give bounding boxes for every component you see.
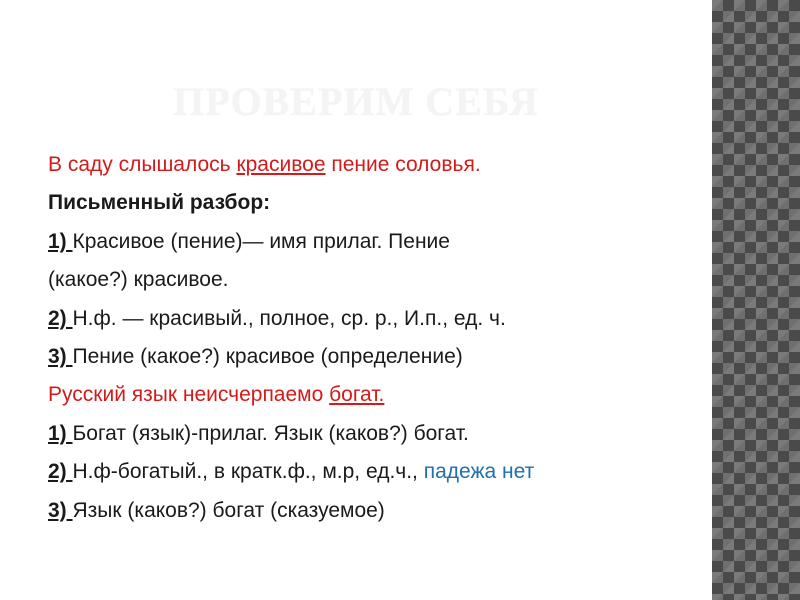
step-text: Н.ф-богатый., в кратк.ф., м.р, ед.ч., [72,460,424,484]
sentence-1-part-1: В саду слышалось [48,153,237,176]
step-text: Пение (какое?) красивое (определение) [72,344,463,368]
analysis-1-step-1-cont [48,261,708,299]
slide-content [48,146,708,530]
step-number: 3) [48,498,73,522]
step-number: 1) [48,229,73,253]
step-number: 2) [48,306,73,330]
analysis-heading-text: Письменный разбор: [48,191,271,215]
sentence-1-part-2: пение соловья. [325,153,481,176]
step-note: падежа нет [423,460,535,484]
step-text: (какое?) красивое. [48,268,229,292]
analysis-heading [48,184,708,222]
analysis-2-step-2 [48,453,708,491]
step-text: Богат (язык)-прилаг. Язык (каков?) богат. [72,421,469,445]
step-text: Язык (каков?) богат (сказуемое) [72,498,385,522]
sentence-2-highlight: богат. [329,383,385,407]
decorative-pattern-panel [712,0,800,600]
analysis-1-step-2 [48,300,708,338]
analysis-2-step-3 [48,492,708,530]
slide-title: ПРОВЕРИМ СЕБЯ [173,79,539,124]
step-text: Н.ф. — красивый., полное, ср. р., И.п., ед. ч. [72,306,506,330]
analysis-2-step-1 [48,415,708,453]
sentence-1-highlight: красивое [236,153,326,176]
step-text: Красивое (пение)— имя прилаг. Пение [72,229,450,253]
sentence-2 [48,376,708,414]
analysis-1-step-3 [48,338,708,376]
step-number: 1) [48,421,73,445]
step-number: 3) [48,344,73,368]
step-number: 2) [48,460,73,484]
sentence-1 [48,146,708,184]
analysis-1-step-1 [48,223,708,261]
sentence-2-part-1: Русский язык неисчерпаемо [48,383,330,407]
